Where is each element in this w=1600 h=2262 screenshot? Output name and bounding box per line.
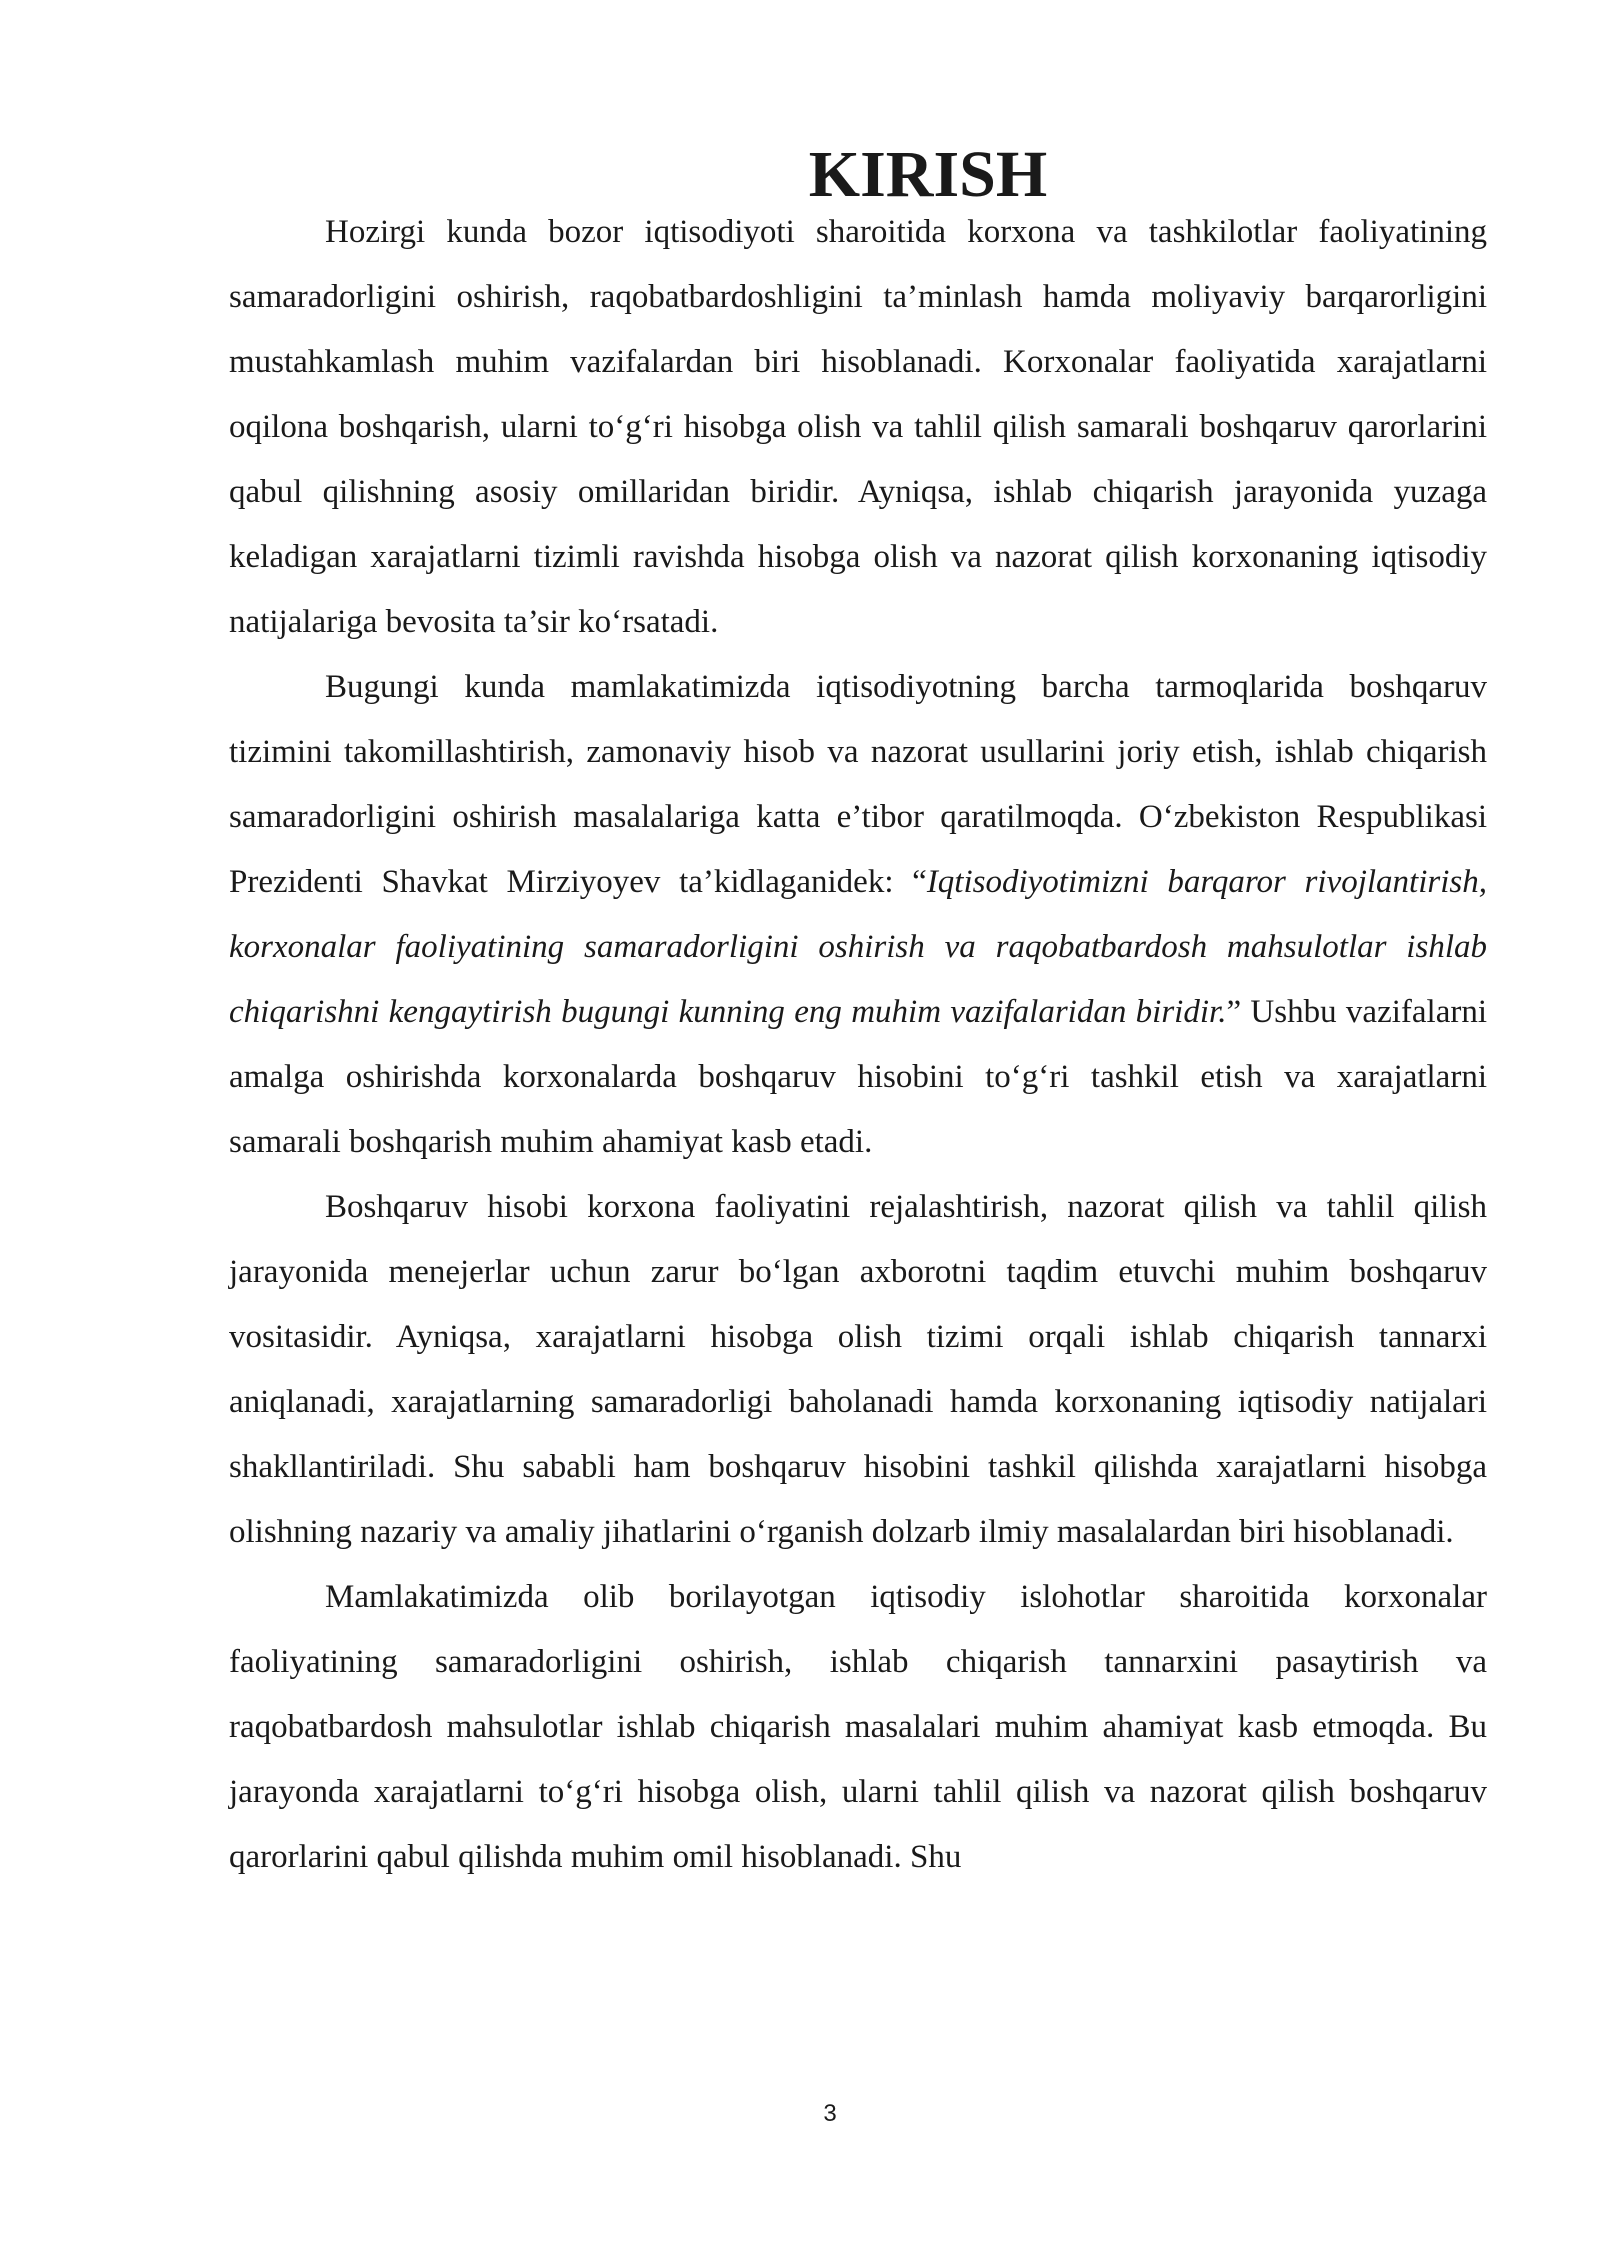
president-quote: Iqtisodiyotimizni barqaror rivojlantirish, korxonalar faoliyatining samaradorligini oshirish va raqobatbardosh mahsulotlar ishlab chiqarishni kengaytirish bugungi kunning eng muhim vazifalaridan biridir. bbox=[229, 864, 1487, 1030]
paragraph-management-accounting: Boshqaruv hisobi korxona faoliyatini rejalashtirish, nazorat qilish va tahlil qilish jarayonida menejerlar uchun zarur bo‘lgan axborotni taqdim etuvchi muhim boshqaruv vositasidir. Ayniqsa, xarajatlarni hisobga olish tizimi orqali ishlab chiqarish tannarxi aniqlanadi, xarajatlarning samaradorligi baholanadi hamda korxonaning iqtisodiy natijalari shakllantiriladi. Shu sababli ham boshqaruv hisobini tashkil qilishda xarajatlarni hisobga olishning nazariy va amaliy jihatlarini o‘rganish dolzarb ilmiy masalalardan biri hisoblanadi. bbox=[229, 1189, 1487, 1550]
page-title: KIRISH bbox=[808, 138, 1048, 211]
paragraph-intro: Hozirgi kunda bozor iqtisodiyoti sharoitida korxona va tashkilotlar faoliyatining samaradorligini oshirish, raqobatbardoshligini ta’minlash hamda moliyaviy barqarorligini mustahkamlash muhim vazifalardan biri hisoblanadi. Korxonalar faoliyatida xarajatlarni oqilona boshqarish, ularni to‘g‘ri hisobga olish va tahlil qilish samarali boshqaruv qarorlarini qabul qilishning asosiy omillaridan biridir. Ayniqsa, ishlab chiqarish jarayonida yuzaga keladigan xarajatlarni tizimli ravishda hisobga olish va nazorat qilish korxonaning iqtisodiy natijalariga bevosita ta’sir ko‘rsatadi. bbox=[229, 214, 1487, 640]
page-number: 3 bbox=[823, 2100, 837, 2127]
paragraph-quote-after: ” Ushbu vazifalarni amalga oshirishda korxonalarda boshqaruv hisobini to‘g‘ri tashkil etish va xarajatlarni samarali boshqarish muhim ahamiyat kasb etadi. bbox=[229, 994, 1488, 1160]
paragraph-quote-before: Bugungi kunda mamlakatimizda iqtisodiyotning barcha tarmoqlarida boshqaruv tizimini takomillashtirish, zamonaviy hisob va nazorat usullarini joriy etish, ishlab chiqarish samaradorligini oshirish masalalariga katta e’tibor qaratilmoqda. O‘zbekiston Respublikasi Prezidenti Shavkat Mirziyoyev ta’kidlaganidek: “ bbox=[229, 669, 1487, 900]
paragraph-quote bbox=[229, 655, 1487, 1175]
paragraph-reforms: Mamlakatimizda olib borilayotgan iqtisodiy islohotlar sharoitida korxonalar faoliyatining samaradorligini oshirish, ishlab chiqarish tannarxini pasaytirish va raqobatbardosh mahsulotlar ishlab chiqarish masalalari muhim ahamiyat kasb etmoqda. Bu jarayonda xarajatlarni to‘g‘ri hisobga olish, ularni tahlil qilish va nazorat qilish boshqaruv qarorlarini qabul qilishda muhim omil hisoblanadi. Shu bbox=[229, 1579, 1487, 1875]
document-body bbox=[229, 138, 1488, 1890]
